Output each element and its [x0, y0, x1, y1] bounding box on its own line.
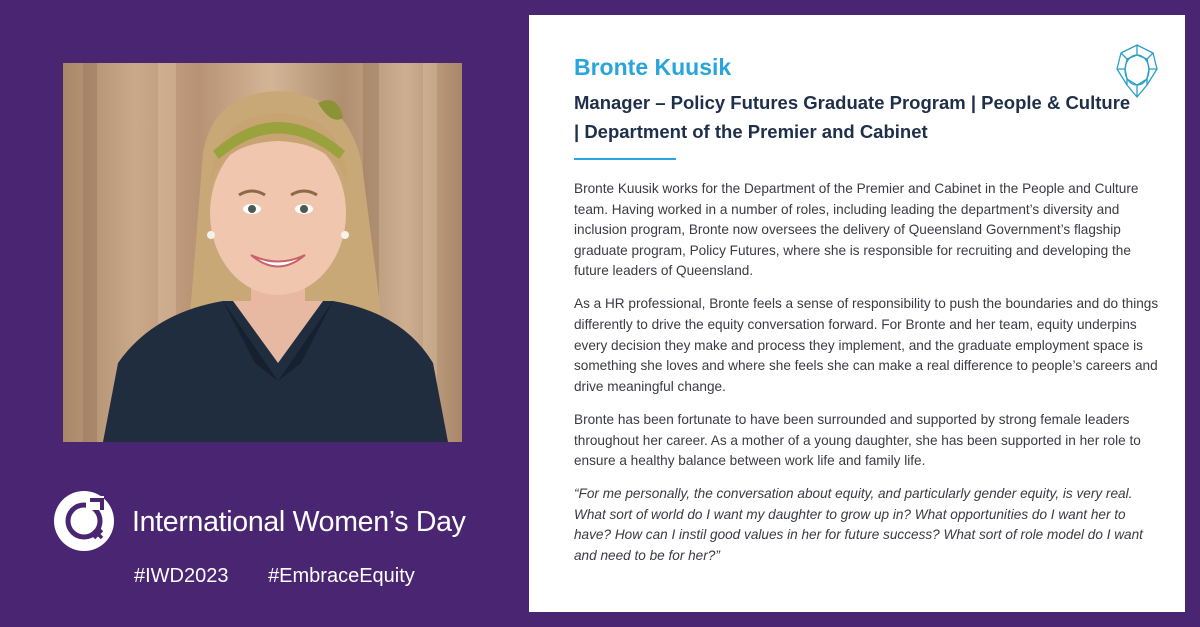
profile-body: [574, 179, 1166, 579]
hashtags: [134, 565, 449, 588]
iwd-logo-icon: [52, 488, 116, 552]
gem-outline-icon: [1115, 43, 1159, 99]
bio-paragraph-1: Bronte Kuusik works for the Department of the Premier and Cabinet in the People and Culture team. Having worked in a number of roles, including leading the department’s diversity and inclusion program, Bronte now oversees the delivery of Queensland Government’s flagship graduate program, Policy Futures, where she is responsible for recruiting and developing the future leaders of Queensland.: [574, 181, 1139, 279]
bio-paragraph-3: Bronte has been fortunate to have been surrounded and supported by strong female leaders throughout her career. As a mother of a young daughter, she has been supported in her role to ensure a healthy balance between work life and family life.: [574, 411, 1141, 469]
hashtag-embrace-equity: #EmbraceEquity: [268, 565, 415, 587]
profile-card: [529, 15, 1185, 612]
portrait-illustration: [63, 63, 462, 442]
iwd-title: International Women’s Day: [132, 506, 466, 538]
profile-name: Bronte Kuusik: [574, 54, 732, 80]
profile-quote: “For me personally, the conversation about equity, and particularly gender equity, is very real. What sort of world do I want my daughter to grow up in? What opportunities do I want her to have? How can I instil good values in her for future success? What sort of role model do I want and need to be for her?”: [574, 486, 1143, 563]
iwd-logo: [52, 488, 472, 554]
bio-paragraph-2: As a HR professional, Bronte feels a sense of responsibility to push the boundaries and do things differently to drive the equity conversation forward. For Bronte and her team, equity underpins every decision they make and process they implement, and the graduate employment space is something she loves and where she feels she can make a real difference to people’s careers and drive meaningful change.: [574, 296, 1159, 394]
portrait-photo: [63, 63, 462, 442]
profile-role: Manager – Policy Futures Graduate Program | People & Culture | Department of the Premier and Cabinet: [574, 92, 1131, 142]
hashtag-iwd2023: #IWD2023: [134, 565, 229, 587]
accent-divider: [574, 158, 676, 160]
